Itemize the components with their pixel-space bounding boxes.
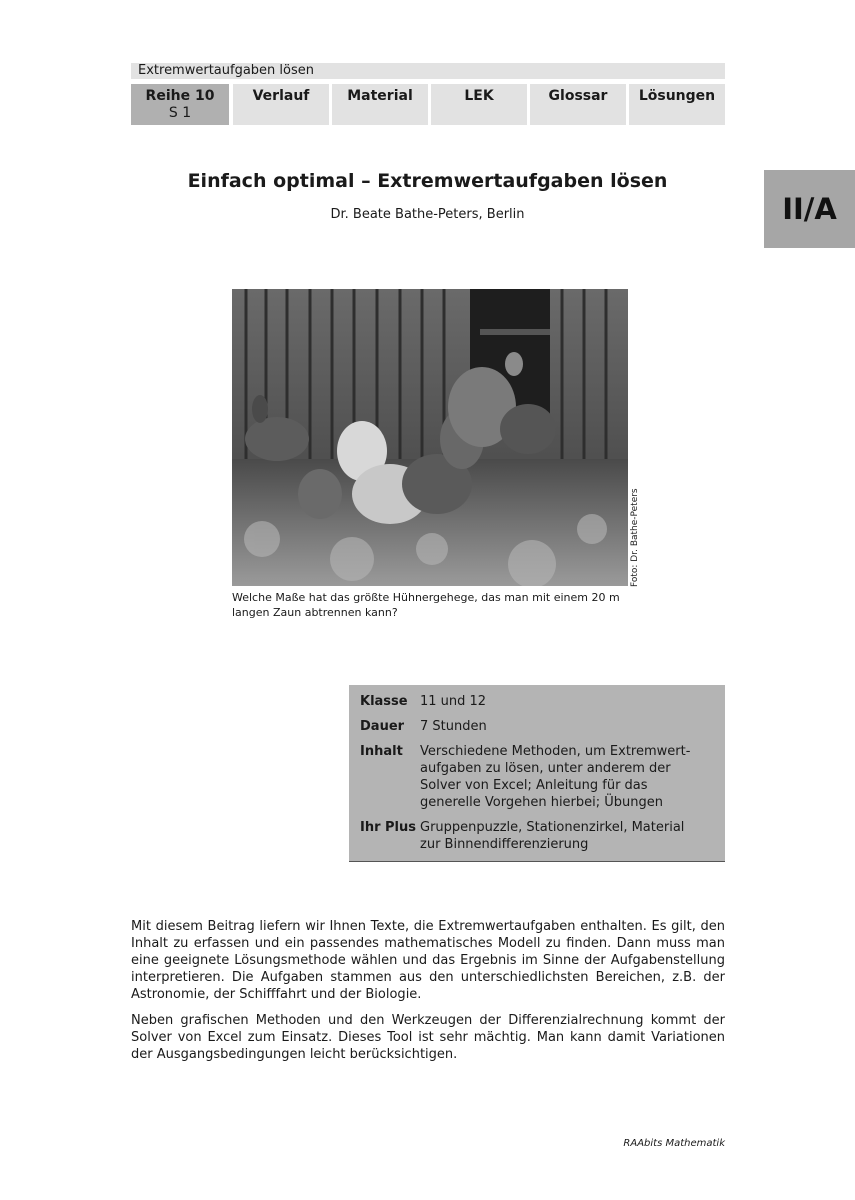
publisher-footer: RAAbits Mathematik [623,1138,725,1149]
intro-paragraph: Neben grafischen Methoden und den Werkzeugen der Differenzialrechnung kommt der Solver von Excel zum Einsatz. Dieses Tool ist sehr mächtig. Man kann damit Variationen der Ausgangsbedingungen leicht berücksichtigen. [131,1013,725,1062]
tab-reihe[interactable] [131,84,229,125]
author: Dr. Beate Bathe-Peters, Berlin [330,207,525,222]
page-title: Einfach optimal – Extremwertaufgaben lösen [187,170,668,192]
topic-bar [131,63,725,79]
tab-material[interactable] [332,84,428,125]
info-value: 7 Stunden [420,719,487,734]
info-row-klasse [349,693,725,710]
photo-caption [232,590,632,620]
info-value [420,743,710,811]
tab-material-label: Material [347,88,413,104]
info-value-line: Solver von Excel; Anleitung für das [420,778,648,793]
info-row-ihr-plus [349,819,725,853]
tab-lek-label: LEK [464,88,494,104]
info-row-dauer [349,718,725,735]
chickens-photo [232,289,628,586]
photo-caption-line: langen Zaun abtrennen kann? [232,606,398,619]
tab-loesungen-label: Lösungen [638,88,716,104]
tab-verlauf-label: Verlauf [252,88,310,104]
photo-credit: Foto: Dr. Bathe-Peters [630,488,640,587]
info-box [349,685,725,862]
tab-lek[interactable] [431,84,527,125]
info-value-line: Verschiedene Methoden, um Extremwert- [420,744,691,759]
intro-paragraph: Mit diesem Beitrag liefern wir Ihnen Texte, die Extremwertaufgaben enthalten. Es gilt, den Inhalt zu erfassen und ein passendes mathematisches Modell zu finden. Dann muss man eine geeignete Lösungsmethode wählen und das Ergebnis im Sinne der Aufgabenstellung interpretieren. Die Aufgaben stammen aus den unterschiedlichsten Bereichen, z.B. der Astronomie, der Schifffahrt und der Biologie. [131,919,725,1002]
tab-glossar-label: Glossar [548,88,608,104]
tab-reihe-label: Reihe 10 [145,88,215,104]
info-value-line: generelle Vorgehen hierbei; Übungen [420,795,664,810]
info-value: 11 und 12 [420,694,487,709]
info-value-line: zur Binnendifferenzierung [420,837,589,852]
info-label: Klasse [360,694,408,709]
tab-loesungen[interactable] [629,84,725,125]
topic-label: Extremwertaufgaben lösen [138,63,314,78]
tab-reihe-sub: S 1 [168,105,192,121]
section-side-tab-label: II/A [782,192,837,226]
info-label: Inhalt [360,744,403,759]
info-value-line: aufgaben zu lösen, unter anderem der [420,761,671,776]
tab-verlauf[interactable] [233,84,329,125]
photo-caption-line: Welche Maße hat das größte Hühnergehege, das man mit einem 20 m [232,591,620,604]
chickens-illustration [232,289,628,586]
info-label: Dauer [360,719,405,734]
intro-text [131,918,725,1072]
info-value [420,819,710,853]
info-row-inhalt [349,743,725,811]
info-label: Ihr Plus [360,820,417,835]
info-value-line: Gruppenpuzzle, Stationenzirkel, Material [420,820,685,835]
tab-glossar[interactable] [530,84,626,125]
